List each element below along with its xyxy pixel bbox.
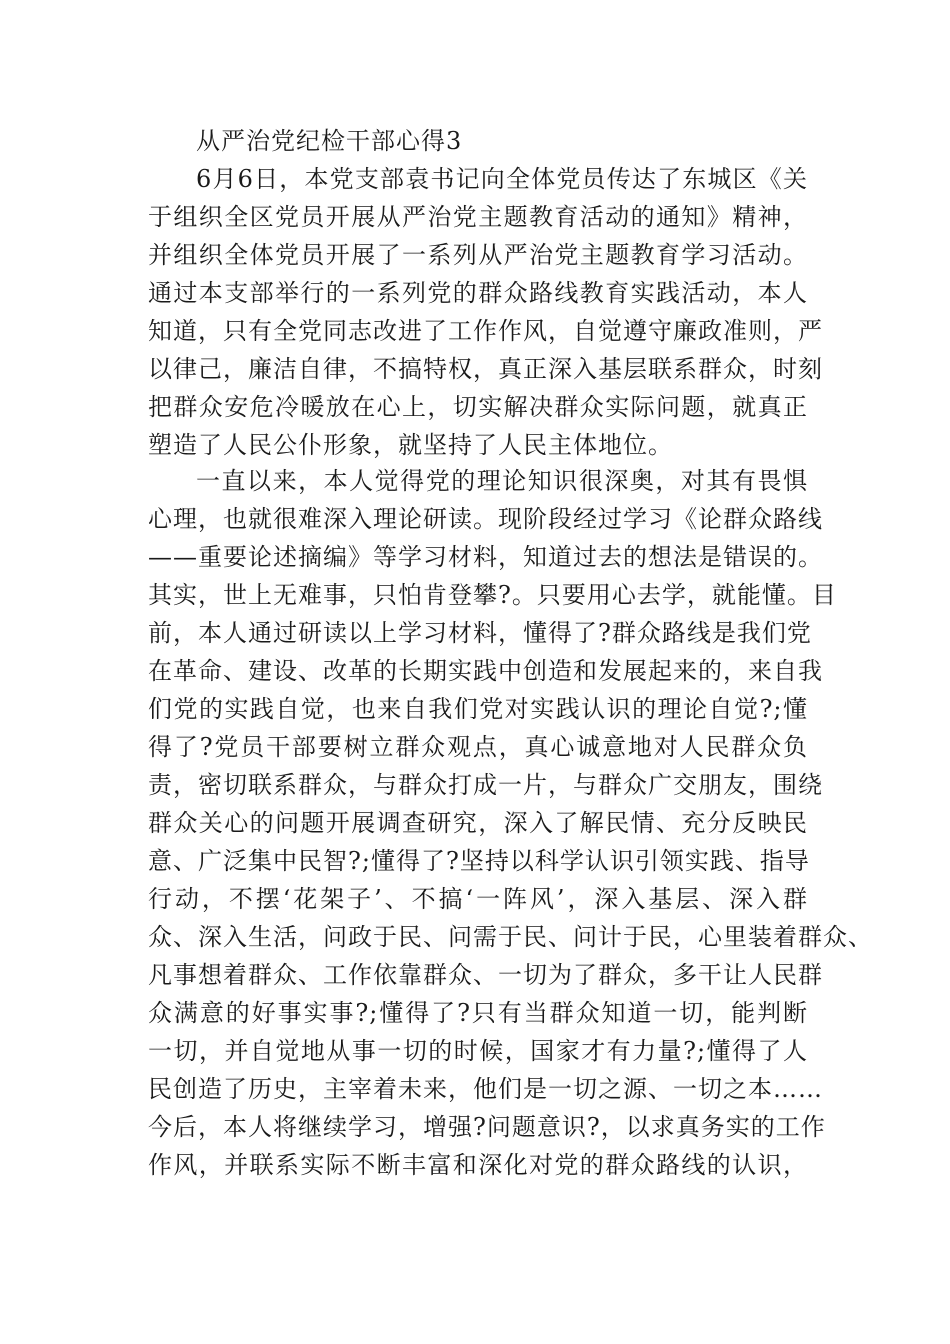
paragraph-line: 前，本人通过研读以上学习材料，懂得了?群众路线是我们党 [148,619,812,647]
paragraph-line: ——重要论述摘编》等学习材料，知道过去的想法是错误的。 [148,543,823,571]
paragraph-line: 在革命、建设、改革的长期实践中创造和发展起来的，来自我 [148,657,823,685]
paragraph-line: 其实，世上无难事，只怕肯登攀?。只要用心去学，就能懂。目 [148,581,837,609]
paragraph-line: 民创造了历史，主宰着未来，他们是一切之源、一切之本…… [148,1075,823,1103]
paragraph-line: 以律己，廉洁自律，不搞特权，真正深入基层联系群众，时刻 [148,355,823,383]
paragraph-2 [148,462,873,1184]
paragraph-line: 于组织全区党员开展从严治党主题教育活动的通知》精神， [148,203,808,231]
paragraph-line: 意、广泛集中民智?;懂得了?坚持以科学认识引领实践、指导 [148,847,810,875]
paragraph-1 [148,160,823,464]
paragraph-line: 凡事想着群众、工作依靠群众、一切为了群众，多干让人民群 [148,961,823,989]
paragraph-line: 一切，并自觉地从事一切的时候，国家才有力量?;懂得了人 [148,1037,808,1065]
paragraph-line: 行动，不摆‘花架子’、不搞‘一阵风’，深入基层、深入群 [148,885,808,913]
paragraph-line: 心理，也就很难深入理论研读。现阶段经过学习《论群众路线 [148,505,823,533]
paragraph-line: 并组织全体党员开展了一系列从严治党主题教育学习活动。 [148,241,808,269]
paragraph-line: 得了?党员干部要树立群众观点，真心诚意地对人民群众负 [148,733,808,761]
paragraph-line: 责，密切联系群众，与群众打成一片，与群众广交朋友，围绕 [148,771,823,799]
paragraph-line: 把群众安危冷暖放在心上，切实解决群众实际问题，就真正 [148,393,808,421]
paragraph-line: 一直以来，本人觉得党的理论知识很深奥，对其有畏惧 [196,467,808,495]
paragraph-line: 众、深入生活，问政于民、问需于民、问计于民，心里装着群众、 [148,923,873,951]
paragraph-line: 群众关心的问题开展调查研究，深入了解民情、充分反映民 [148,809,808,837]
paragraph-line: 作风，并联系实际不断丰富和深化对党的群众路线的认识， [148,1151,808,1179]
paragraph-line: 今后，本人将继续学习，增强?问题意识?，以求真务实的工作 [148,1113,826,1141]
paragraph-line: 塑造了人民公仆形象，就坚持了人民主体地位。 [148,431,673,459]
paragraph-line: 6月6日，本党支部袁书记向全体党员传达了东城区《关 [196,165,808,193]
paragraph-line: 知道，只有全党同志改进了工作作风，自觉遵守廉政准则，严 [148,317,823,345]
paragraph-line: 众满意的好事实事?;懂得了?只有当群众知道一切，能判断 [148,999,808,1027]
paragraph-line: 们党的实践自觉，也来自我们党对实践认识的理论自觉?;懂 [148,695,808,723]
paragraph-line: 通过本支部举行的一系列党的群众路线教育实践活动，本人 [148,279,808,307]
document-title: 从严治党纪检干部心得3 [196,127,463,155]
